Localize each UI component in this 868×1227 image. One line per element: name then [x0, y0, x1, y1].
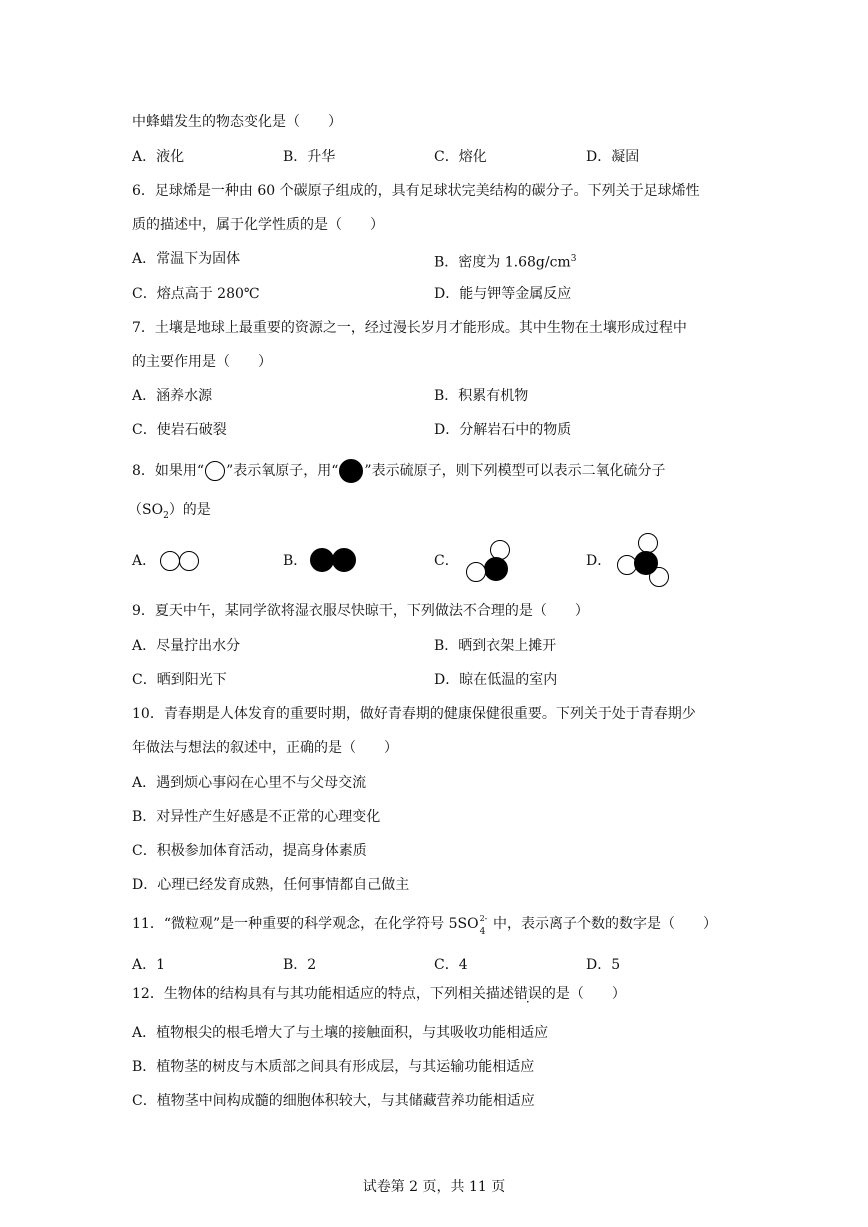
q10-option-d: D．心理已经发育成熟，任何事情都自己做主	[132, 877, 410, 893]
q8-option-c-label: C．	[434, 553, 459, 569]
q10-stem-line2: 年做法与想法的叙述中，正确的是（ ）	[132, 740, 398, 756]
q8-option-d-label: D．	[586, 553, 612, 569]
q6-option-c: C．熔点高于 280℃	[132, 286, 260, 302]
q7-stem-line1: 7．土壤是地球上最重要的资源之一，经过漫长岁月才能形成。其中生物在土壤形成过程中	[132, 320, 687, 336]
q10-option-a: A．遇到烦心事闷在心里不与父母交流	[132, 775, 367, 791]
q11-option-b: B．2	[283, 957, 317, 973]
q8-stem-part3: ”表示硫原子，则下列模型可以表示二氧化硫分子	[364, 463, 666, 479]
q9-option-b: B．晒到衣架上摊开	[434, 638, 557, 654]
q8-model-d	[613, 530, 673, 590]
q11-option-a: A．1	[132, 957, 166, 973]
q11-ion-charge	[479, 914, 489, 937]
q11-stem	[132, 914, 718, 937]
q12-stem-part1: 12．生物体的结构具有与其功能相适应的特点，下列相关描述	[132, 986, 514, 1002]
q6-option-b-superscript: 3	[570, 254, 577, 264]
q8-formula-b: ）的是	[168, 502, 211, 518]
q8-stem-part1: 8．如果用“	[132, 463, 205, 479]
q12-option-a: A．植物根尖的根毛增大了与土壤的接触面积，与其吸收功能相适应	[132, 1025, 549, 1041]
q7-option-b: B．积累有机物	[434, 388, 529, 404]
oxygen-atom-icon	[204, 460, 226, 482]
q10-option-c: C．积极参加体育活动，提高身体素质	[132, 843, 367, 859]
q6-stem-line2: 质的描述中，属于化学性质的是（ ）	[132, 217, 384, 233]
q5-stem-continuation: 中蜂蜡发生的物态变化是（ ）	[132, 114, 342, 130]
q8-stem-line2	[128, 500, 211, 526]
q6-stem-line1: 6．足球烯是一种由 60 个碳原子组成的，具有足球状完美结构的碳分子。下列关于足球烯性	[132, 183, 700, 199]
q10-option-b: B．对异性产生好感是不正常的心理变化	[132, 809, 381, 825]
q11-subscript: 4	[479, 927, 486, 937]
q10-stem-line1: 10．青春期是人体发育的重要时期，做好青春期的健康保健很重要。下列关于处于青春期少	[132, 706, 696, 722]
q11-option-c: C．4	[434, 957, 468, 973]
q6-option-b-text: B．密度为 1.68g/cm	[434, 254, 571, 271]
q6-option-a: A．常温下为固体	[132, 251, 241, 267]
q6-option-b	[434, 249, 576, 273]
sulfur-atom-icon	[338, 458, 364, 484]
q12-option-b: B．植物茎的树皮与木质部之间具有形成层，与其运输功能相适应	[132, 1059, 535, 1075]
q11-stem-part1: 11．“微粒观”是一种重要的科学观念，在化学符号 5SO	[132, 916, 479, 932]
q11-option-d: D．5	[586, 957, 621, 973]
q7-option-a: A．涵养水源	[132, 388, 213, 404]
q5-option-d: D．凝固	[586, 149, 640, 165]
q9-option-c: C．晒到阳光下	[132, 672, 227, 688]
q8-model-c	[463, 537, 515, 585]
q8-formula-subscript: 2	[163, 510, 169, 521]
q12-emphasis-word: 错误	[513, 986, 542, 1002]
q12-stem-part2: 的是（ ）	[541, 986, 626, 1002]
q8-stem-part2: ”表示氧原子，用“	[226, 463, 339, 479]
q6-option-d: D．能与钾等金属反应	[434, 286, 572, 302]
q7-option-d: D．分解岩石中的物质	[434, 422, 572, 438]
q11-charge-superscript: 2-	[479, 914, 488, 923]
q9-option-d: D．晾在低温的室内	[434, 672, 558, 688]
q8-option-a-label: A．	[132, 553, 157, 569]
page-footer: 试卷第 2 页，共 11 页	[362, 1179, 506, 1195]
q5-option-c: C．熔化	[434, 149, 487, 165]
q7-stem-line2: 的主要作用是（ ）	[132, 354, 272, 370]
q9-stem: 9．夏天中午，某同学欲将湿衣服尽快晾干，下列做法不合理的是（ ）	[132, 603, 589, 619]
q8-option-b-label: B．	[283, 553, 308, 569]
q8-stem-line1	[132, 458, 666, 484]
q8-model-b	[308, 546, 360, 574]
q8-model-a	[158, 548, 202, 574]
q5-option-a: A．液化	[132, 149, 185, 165]
q12-stem	[132, 984, 626, 1004]
q5-option-b: B．升华	[283, 149, 336, 165]
q9-option-a: A．尽量拧出水分	[132, 638, 241, 654]
q12-option-c: C．植物茎中间构成髓的细胞体积较大，与其储藏营养功能相适应	[132, 1093, 535, 1109]
q8-formula-a: （SO	[128, 502, 164, 518]
q11-stem-part2: 中，表示离子个数的数字是（ ）	[488, 916, 718, 932]
q7-option-c: C．使岩石破裂	[132, 422, 227, 438]
